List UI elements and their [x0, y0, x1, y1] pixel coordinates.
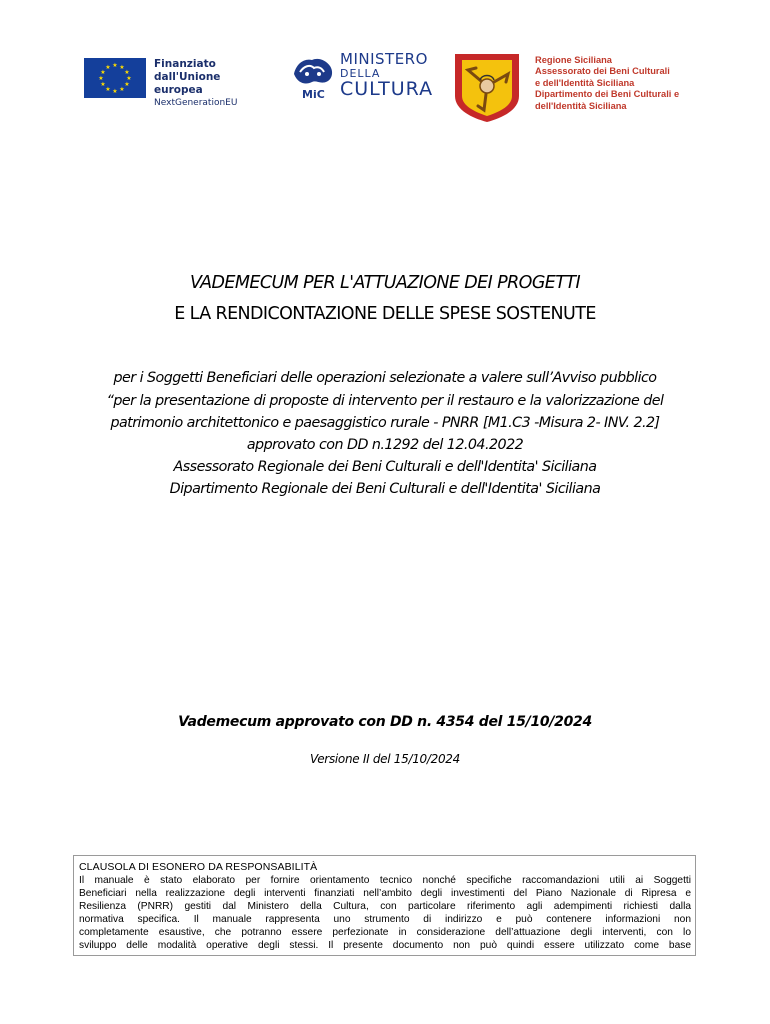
svg-text:★: ★	[112, 88, 118, 95]
region-text-line: Dipartimento dei Beni Culturali e	[535, 89, 680, 100]
document-title-line1: VADEMECUM PER L'ATTUAZIONE DEI PROGETTI	[189, 273, 581, 293]
ministero-cultura-logo	[290, 52, 440, 102]
svg-text:★: ★	[100, 69, 106, 76]
svg-text:★: ★	[124, 81, 130, 88]
svg-text:★: ★	[119, 86, 125, 93]
svg-text:★: ★	[126, 75, 132, 82]
mic-logo-line3: CULTURA	[340, 78, 434, 100]
mic-logo-line1: MINISTERO	[340, 50, 428, 68]
svg-text:★: ★	[98, 75, 104, 82]
document-title-line2: E LA RENDICONTAZIONE DELLE SPESE SOSTENUTE	[174, 304, 596, 324]
svg-text:★: ★	[124, 69, 130, 76]
disclaimer-title: CLAUSOLA DI ESONERO DA RESPONSABILITÀ	[79, 861, 318, 873]
subtitle-line: “per la presentazione di proposte di intervento per il restauro e la valorizzazione del	[106, 393, 664, 409]
svg-text:★: ★	[119, 64, 125, 71]
eu-logo-line3: NextGenerationEU	[154, 98, 238, 108]
subtitle-line: Assessorato Regionale dei Beni Culturali e dell'Identita' Siciliana	[173, 459, 597, 475]
subtitle-line: Dipartimento Regionale dei Beni Culturali e dell'Identita' Siciliana	[169, 481, 601, 497]
eu-flag-icon	[84, 58, 146, 98]
svg-text:★: ★	[105, 86, 111, 93]
subtitle-line: per i Soggetti Beneficiari delle operazioni selezionate a valere sull’Avviso pubblico	[113, 370, 657, 386]
svg-text:★: ★	[105, 64, 111, 71]
eu-logo-line1: Finanziato	[154, 58, 216, 70]
region-text-line: e dell'Identità Siciliana	[535, 77, 635, 88]
region-text-line: Assessorato dei Beni Culturali	[535, 66, 670, 77]
trinacria-emblem-icon	[452, 52, 522, 124]
version-line: Versione II del 15/10/2024	[310, 752, 460, 766]
eu-logo-line2: dall'Unione europea	[154, 71, 221, 96]
disclaimer-box	[73, 855, 696, 956]
disclaimer-line: normativa specifica. Il manuale rappresenta uno strumento di indirizzo e può contenere informazioni non	[79, 914, 691, 925]
approval-line: Vademecum approvato con DD n. 4354 del 15/10/2024	[178, 714, 592, 730]
mic-mark-text: MiC	[302, 88, 325, 100]
mic-emblem-icon	[290, 54, 336, 100]
disclaimer-line: Il manuale è stato elaborato per fornire orientamento tecnico nonché specifiche raccomandazioni utili ai Soggetti	[79, 875, 691, 886]
disclaimer-line: Resilienza (PNRR) gestiti dal Ministero della Cultura, con particolare riferimento agli adempimenti richiesti dalla	[79, 901, 691, 912]
subtitle-line: patrimonio architettonico e paesaggistico rurale - PNRR [M1.C3 -Misura 2- INV. 2.2]	[110, 415, 660, 431]
disclaimer-line: completamente esaustive, che potranno essere perfezionate in considerazione dell’attuazione degli interventi, con lo	[79, 927, 691, 938]
disclaimer-line: sviluppo delle modalità operative degli stessi. Il presente documento non può quindi essere utilizzato come base	[79, 940, 691, 951]
svg-text:★: ★	[100, 81, 106, 88]
svg-text:★: ★	[112, 62, 118, 69]
mic-logo-line2: DELLA	[340, 67, 381, 80]
region-text-line: dell'Identità Siciliana	[535, 100, 627, 111]
region-header-text	[535, 55, 710, 112]
eu-funding-logo	[84, 58, 254, 108]
subtitle-line: approvato con DD n.1292 del 12.04.2022	[246, 437, 524, 453]
region-text-line: Regione Siciliana	[535, 55, 612, 65]
disclaimer-line: Beneficiari nella realizzazione degli interventi finanziati nell’ambito degli investimenti del Piano Nazionale di Ripresa e	[79, 888, 691, 899]
